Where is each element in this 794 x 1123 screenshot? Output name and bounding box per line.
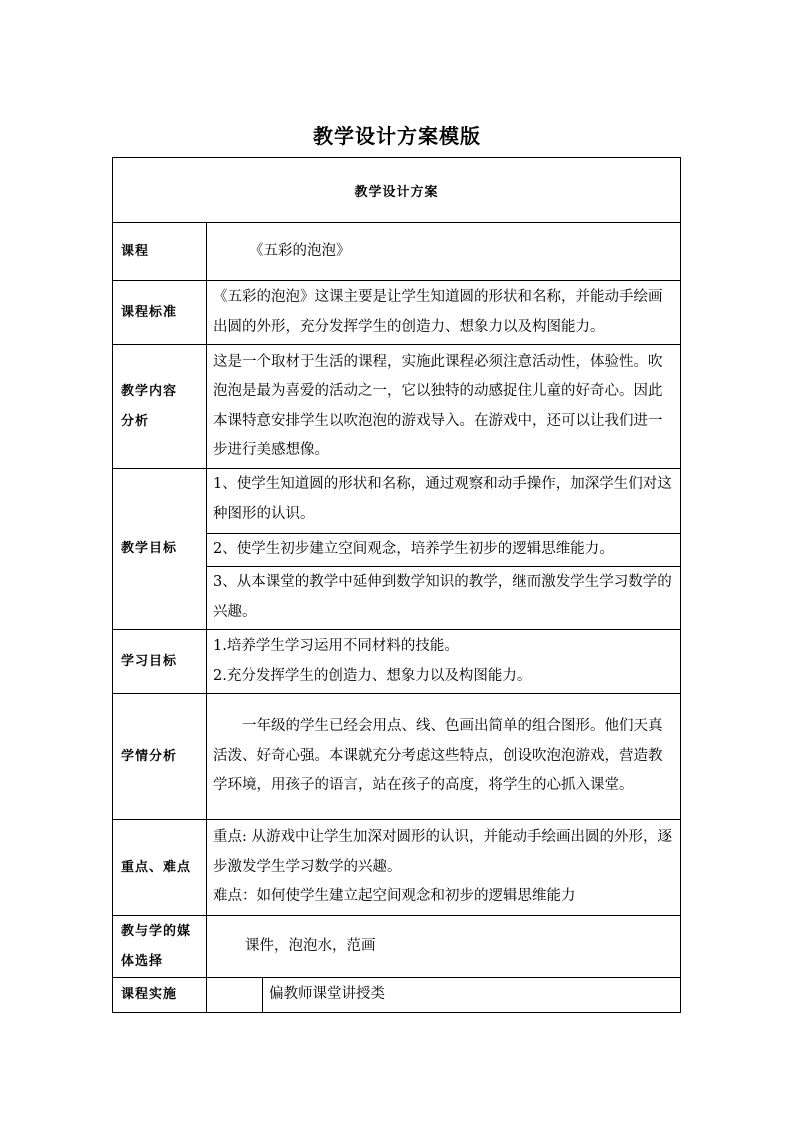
learning-goals-row [113,630,681,694]
media-label-line2: 体选择 [121,953,164,969]
key-points-label: 重点、难点 [113,820,207,916]
content-analysis-label-line1: 教学内容 [121,383,178,399]
key-point-text: 重点: 从游戏中让学生加深对圆形的认识，并能动手绘画出圆的外形，逐步激发学生学习数学的兴趣。 [213,829,672,875]
standard-value: 《五彩的泡泡》这课主要是让学生知道圆的形状和名称，并能动手绘画出圆的外形，充分发挥学生的创造力、想象力以及构图能力。 [207,281,681,345]
learning-goal-item: 1.培养学生学习运用不同材料的技能。 [213,638,459,654]
course-label: 课程 [113,223,207,281]
teaching-goals-row [113,469,681,630]
teaching-goal-item: 2、使学生初步建立空间观念，培养学生初步的逻辑思维能力。 [207,534,680,567]
implementation-middle-cell [207,978,263,1013]
course-row [113,223,681,281]
standard-label: 课程标准 [113,281,207,345]
media-row [113,916,681,978]
standard-row [113,281,681,345]
content-analysis-label [113,345,207,469]
learner-analysis-label: 学情分析 [113,694,207,820]
implementation-label: 课程实施 [113,978,207,1013]
implementation-row [113,978,681,1013]
content-analysis-row [113,345,681,469]
table-header: 教学设计方案 [113,158,681,223]
learner-analysis-value: 一年级的学生已经会用点、线、色画出简单的组合图形。他们天真活泼、好奇心强。本课就充分考虑这些特点，创设吹泡泡游戏，营造教学环境，用孩子的语言，站在孩子的高度，将学生的心抓入课堂。 [207,694,681,820]
content-analysis-label-line2: 分析 [121,413,150,429]
implementation-value: 偏教师课堂讲授类 [263,978,681,1013]
content-analysis-value: 这是一个取材于生活的课程，实施此课程必须注意活动性，体验性。吹泡泡是最为喜爱的活动之一，它以独特的动感捉住儿童的好奇心。因此本课特意安排学生以吹泡泡的游戏导入。在游戏中，还可以让我们进一步进行美感想像。 [207,345,681,469]
learning-goals-label: 学习目标 [113,630,207,694]
key-points-value [207,820,681,916]
page-title: 教学设计方案模版 [313,124,481,148]
media-label [113,916,207,978]
teaching-goals-label: 教学目标 [113,469,207,630]
course-value: 《五彩的泡泡》 [207,223,681,281]
lesson-plan-table [112,157,681,1013]
media-label-line1: 教与学的媒 [121,923,192,939]
key-points-row [113,820,681,916]
media-value: 课件，泡泡水，范画 [207,916,681,978]
teaching-goal-item: 3、从本课堂的教学中延伸到数学知识的教学，继而激发学生学习数学的兴趣。 [213,574,672,620]
learning-goals-list [207,630,681,694]
difficult-point-text: 难点：如何使学生建立起空间观念和初步的逻辑思维能力 [213,888,576,905]
learning-goal-item: 2.充分发挥学生的创造力、想象力以及构图能力。 [213,667,532,684]
teaching-goal-item: 1、使学生知道圆的形状和名称，通过观察和动手操作，加深学生们对这种图形的认识。 [207,469,680,534]
teaching-goals-list [207,469,681,630]
header-row [113,158,681,223]
learner-analysis-row [113,694,681,820]
